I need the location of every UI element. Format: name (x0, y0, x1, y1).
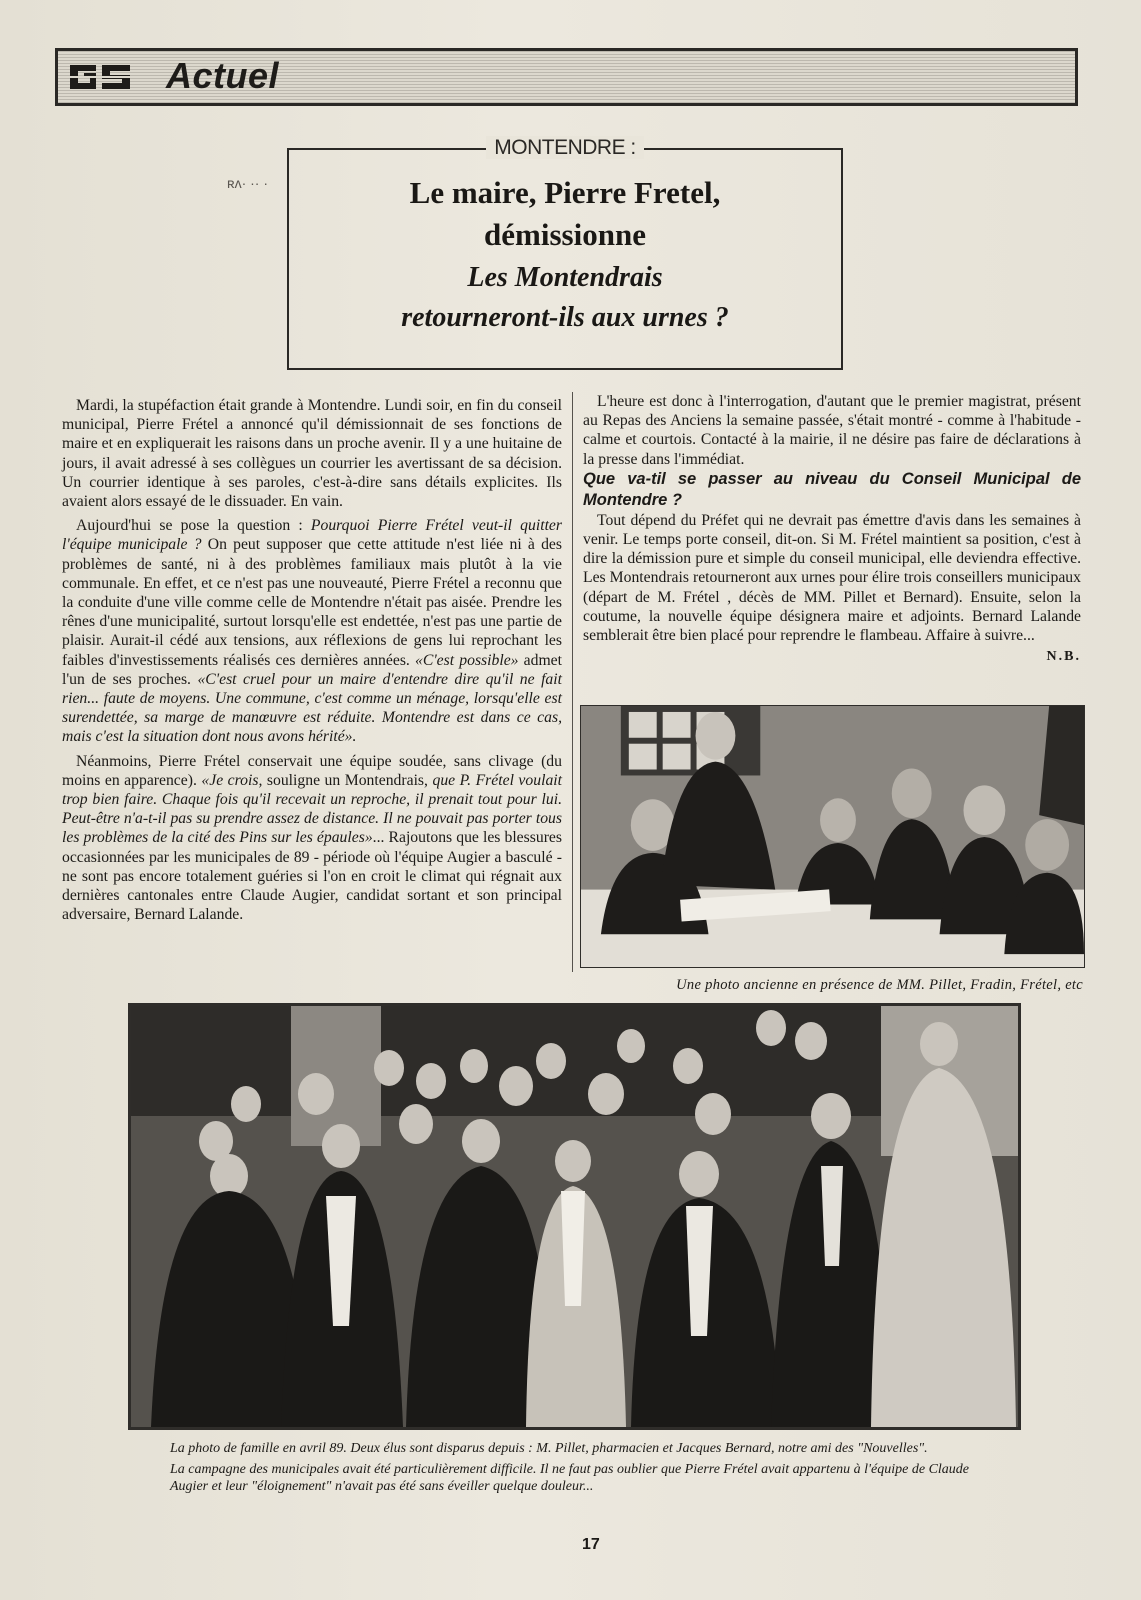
headline-main: Le maire, Pierre Fretel, démissionne (409, 175, 721, 252)
author-signature: N.B. (1046, 649, 1081, 665)
paragraph: Mardi, la stupéfaction était grande à Montendre. Lundi soir, en fin du conseil municipal, Pierre Frétel a annoncé qu'il démissionnait de ses fonctions de maire et en expliquerait les raisons dans un proche avenir. Il y a une huitaine de jours, il avait adressé à ses collègues un courrier les avertissant de sa décision. Un courrier identique à ses paroles, c'est-à-dire sans détails explicites. Ils avaient alors essayé de le dissuader. En vain. (62, 397, 562, 511)
group-photo (128, 1003, 1021, 1430)
print-smudge: ʀᴧ· ·· · (227, 175, 269, 191)
paragraph: Tout dépend du Préfet qui ne devrait pas émettre d'avis dans les semaines à venir. Le temps porte conseil, dit-on. Si M. Frétel maintient sa position, c'est à dire la démission pure et simple du conseil municipal, elle deviendra effective. Les Montendrais retourneront aux urnes pour élire trois conseillers municipaux (départ de M. Frétel , décès de MM. Pillet et Bernard). Ensuite, selon la coutume, la nouvelle équipe désignera maire et adjoints. Bernard Lalande semblerait être bien placé pour reprendre le flambeau. Affaire à suivre... (583, 511, 1081, 645)
gs-logo-icon (66, 59, 134, 95)
group-photo-caption: La photo de famille en avril 89. Deux élus sont disparus depuis : M. Pillet, pharmacien et Jacques Bernard, notre ami des "Nouvelles". La campagne des municipales avait été particulièrement difficile. Il ne faut pas oublier que Pierre Frétel avait appartenu à l'équipe de Claude Augier et leur "éloignement" n'avait pas été sans éveiller quelque douleur... (170, 1441, 970, 1494)
meeting-photo (580, 705, 1085, 968)
article-right-column (583, 392, 1081, 666)
paragraph: Néanmoins, Pierre Frétel conservait une équipe soudée, sans clivage (du moins en apparence). «Je crois, souligne un Montendrais, que P. Frétel voulait trop bien faire. Chaque fois qu'il recevait un reproche, il prenait tout pour lui. Peut-être n'a-t-il pas su prendre assez de distance. Il ne pouvait pas porter tous les problèmes de la cité des Pins sur les épaules»... Rajoutons que les blessures occasionnées par les municipales de 89 - période où l'équipe Augier a basculé - ne sont pas encore totalement guéries si l'on en croit le climat qui régnait aux dernières cantonales entre Claude Augier, candidat sortant et son principal adversaire, Bernard Lalande. (62, 752, 563, 924)
section-title: Actuel (166, 55, 280, 96)
paragraph: L'heure est donc à l'interrogation, d'autant que le premier magistrat, présent au Repas des Anciens la semaine passée, s'était montré - comme à l'habitude - calme et courtois. Contacté à la mairie, il ne désire pas faire de déclarations à la presse dans l'immédiat. (583, 393, 1081, 468)
section-banner (55, 48, 1078, 106)
headline-box (287, 136, 843, 370)
paragraph: Aujourd'hui se pose la question : Pourquoi Pierre Frétel veut-il quitter l'équipe municipale ? On peut supposer que cette attitude n'est liée ni à des problèmes de santé, ni à des problèmes familiaux mais plutôt à la vie communale. En effet, et ce n'est pas une nouveauté, Pierre Frétel a reconnu que la conduite d'une ville comme celle de Montendre n'était pas aisée. Prendre les rênes d'une municipalité, surtout lorsqu'elle est endettée, n'est pas une partie de plaisir. Aurait-il cédé aux tensions, aux réflexions de gens lui reprochant les faibles d'investissements réalisés ces dernières années. «C'est possible» admet l'un de ses proches. «C'est cruel pour un maire d'entendre dire qu'il ne fait rien... faute de moyens. Une commune, c'est comme un ménage, lorsqu'elle est surendettée, sa marge de manœuvre est réduite. Montendre est dans ce cas, mais c'est la situation dont nous avons hérité». (62, 517, 563, 746)
headline-kicker: MONTENDRE : (289, 136, 841, 160)
article-left-column (62, 396, 562, 924)
page-number: 17 (582, 1536, 600, 1553)
headline-sub: Les Montendrais retourneront-ils aux urnes ? (401, 262, 729, 333)
meeting-photo-caption: Une photo ancienne en présence de MM. Pillet, Fradin, Frétel, etc (676, 977, 1083, 993)
article-subhead: Que va-til se passer au niveau du Conseil Municipal de Montendre ? (583, 469, 1081, 509)
column-divider (572, 392, 573, 972)
